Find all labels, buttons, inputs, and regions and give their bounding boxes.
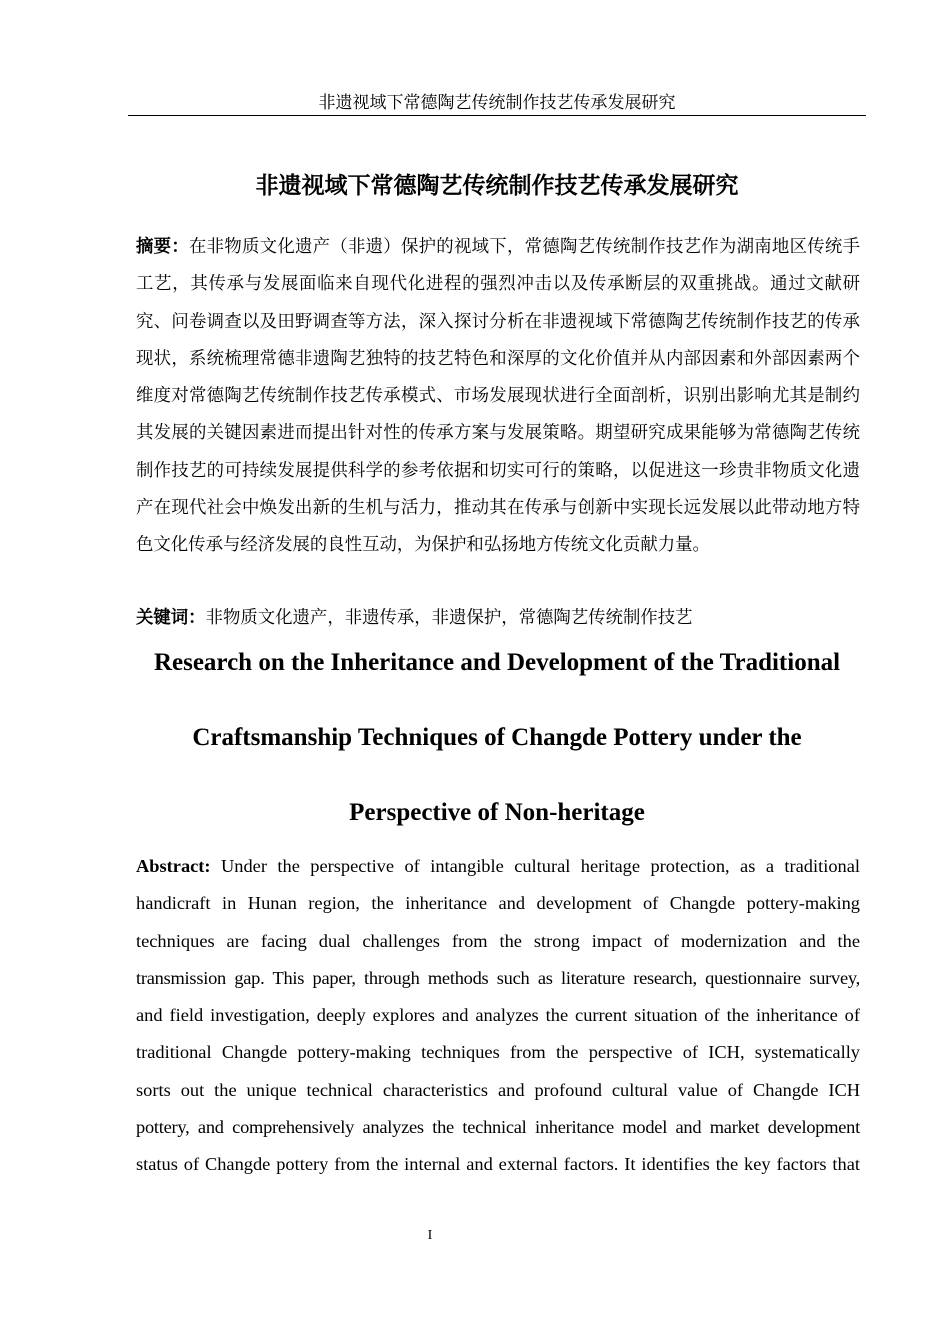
english-title	[128, 644, 866, 832]
page-number: I	[427, 1228, 433, 1243]
chinese-abstract	[136, 229, 860, 565]
running-header: 非遗视域下常德陶艺传统制作技艺传承发展研究	[318, 93, 676, 113]
header-rule	[128, 115, 866, 116]
english-title-line-2: Craftsmanship Techniques of Changde Pottery under the	[192, 724, 802, 751]
english-abstract-line: status of Changde pottery from the internal and external factors. It identifies the key factors that	[136, 1154, 860, 1175]
chinese-keywords-text: 非物质文化遗产，非遗传承，非遗保护，常德陶艺传统制作技艺	[205, 608, 693, 628]
english-title-line-3: Perspective of Non-heritage	[349, 799, 645, 826]
english-abstract-line: traditional Changde pottery-making techniques from the perspective of ICH, systematically	[136, 1042, 860, 1063]
english-abstract-label: Abstract:	[136, 856, 211, 876]
english-title-line-1: Research on the Inheritance and Development of the Traditional	[153, 649, 841, 676]
english-abstract-line: handicraft in Hunan region, the inheritance and development of Changde pottery-making	[136, 893, 860, 914]
chinese-abstract-label: 摘要：	[136, 237, 189, 257]
english-abstract-line: pottery, and comprehensively analyzes the technical inheritance model and market development	[136, 1117, 860, 1138]
chinese-keywords-label: 关键词：	[136, 608, 206, 628]
english-abstract-line: transmission gap. This paper, through methods such as literature research, questionnaire survey,	[136, 967, 860, 988]
english-abstract-line: sorts out the unique technical characteristics and profound cultural value of Changde ICH	[136, 1079, 860, 1100]
chinese-title: 非遗视域下常德陶艺传统制作技艺传承发展研究	[255, 173, 739, 199]
chinese-abstract-text: 在非物质文化遗产（非遗）保护的视域下，常德陶艺传统制作技艺作为湖南地区传统手工艺，其传承与发展面临来自现代化进程的强烈冲击以及传承断层的双重挑战。通过文献研究、问卷调查以及田野调查等方法，深入探讨分析在非遗视域下常德陶艺传统制作技艺的传承现状，系统梳理常德非遗陶艺独特的技艺特色和深厚的文化价值并从内部因素和外部因素两个维度对常德陶艺传统制作技艺传承模式、市场发展现状进行全面剖析，识别出影响尤其是制约其发展的关键因素进而提出针对性的传承方案与发展策略。期望研究成果能够为常德陶艺传统制作技艺的可持续发展提供科学的参考依据和切实可行的策略，以促进这一珍贵非物质文化遗产在现代社会中焕发出新的生机与活力，推动其在传承与创新中实现长远发展以此带动地方特色文化传承与经济发展的良性互动，为保护和弘扬地方传统文化贡献力量。	[136, 237, 860, 556]
english-abstract-line: Abstract: Under the perspective of intangible cultural heritage protection, as a traditional	[136, 856, 860, 876]
english-abstract	[136, 848, 860, 1184]
english-abstract-line: and field investigation, deeply explores and analyzes the current situation of the inheritance of	[136, 1005, 860, 1026]
chinese-keywords	[136, 603, 860, 633]
english-abstract-line: techniques are facing dual challenges from the strong impact of modernization and the	[136, 930, 860, 951]
